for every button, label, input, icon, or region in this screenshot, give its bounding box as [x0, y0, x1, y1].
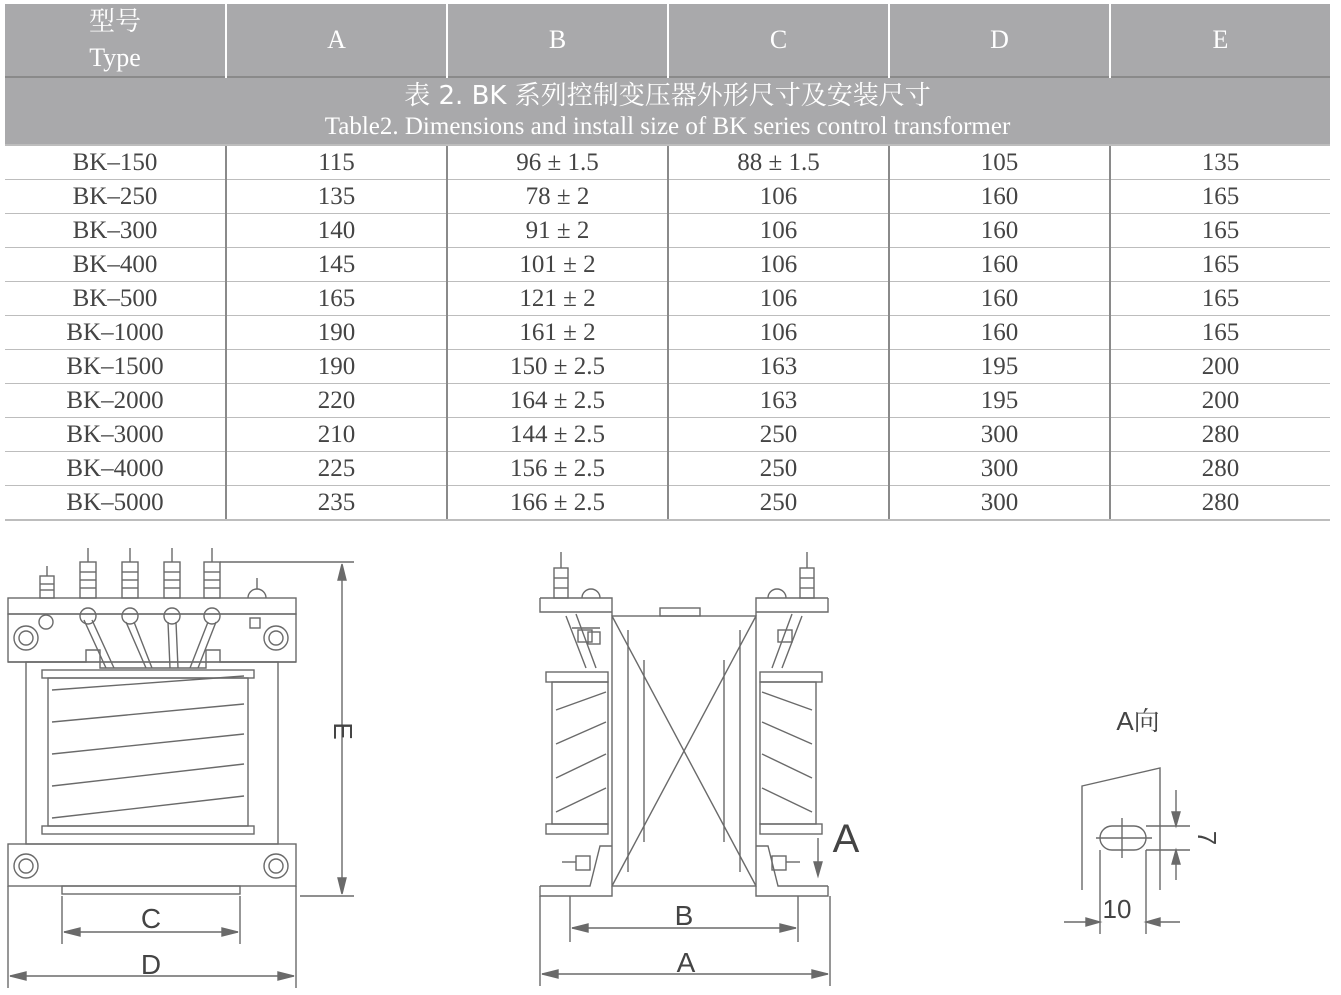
cell-value: 195: [889, 384, 1110, 418]
cell-value: 106: [668, 282, 889, 316]
detail-label-10: 10: [1102, 894, 1132, 924]
cell-type: BK–4000: [5, 452, 226, 486]
cell-value: 165: [226, 282, 447, 316]
cell-value: 160: [889, 282, 1110, 316]
cell-type: BK–250: [5, 180, 226, 214]
cell-value: 165: [1110, 214, 1330, 248]
cell-value: 160: [889, 316, 1110, 350]
cell-value: 106: [668, 214, 889, 248]
cell-value: 280: [1110, 486, 1330, 521]
cell-type: BK–500: [5, 282, 226, 316]
cell-value: 150 ± 2.5: [447, 350, 668, 384]
header-type-en: Type: [89, 43, 141, 72]
cell-value: 160: [889, 180, 1110, 214]
cell-value: 225: [226, 452, 447, 486]
cell-type: BK–3000: [5, 418, 226, 452]
cell-value: 160: [889, 248, 1110, 282]
header-col-b: B: [447, 4, 668, 77]
cell-value: 144 ± 2.5: [447, 418, 668, 452]
cell-value: 145: [226, 248, 447, 282]
cell-value: 250: [668, 418, 889, 452]
cell-type: BK–400: [5, 248, 226, 282]
cell-value: 235: [226, 486, 447, 521]
cell-type: BK–1000: [5, 316, 226, 350]
cell-value: 106: [668, 316, 889, 350]
cell-type: BK–5000: [5, 486, 226, 521]
cell-value: 280: [1110, 418, 1330, 452]
cell-value: 280: [1110, 452, 1330, 486]
cell-value: 220: [226, 384, 447, 418]
cell-value: 190: [226, 316, 447, 350]
cell-type: BK–150: [5, 145, 226, 180]
cell-value: 106: [668, 180, 889, 214]
cell-value: 160: [889, 214, 1110, 248]
cell-value: 156 ± 2.5: [447, 452, 668, 486]
header-col-d: D: [889, 4, 1110, 77]
cell-value: 101 ± 2: [447, 248, 668, 282]
cell-value: 300: [889, 418, 1110, 452]
cell-value: 105: [889, 145, 1110, 180]
cell-value: 200: [1110, 384, 1330, 418]
label-a: A: [676, 947, 696, 978]
cell-value: 300: [889, 486, 1110, 521]
cell-value: 88 ± 1.5: [668, 145, 889, 180]
cell-value: 250: [668, 452, 889, 486]
cell-value: 165: [1110, 282, 1330, 316]
header-type-cn: 型号: [88, 7, 141, 37]
header-col-c: C: [668, 4, 889, 77]
cell-type: BK–2000: [5, 384, 226, 418]
cell-type: BK–300: [5, 214, 226, 248]
cell-value: 165: [1110, 248, 1330, 282]
label-d: D: [140, 949, 162, 980]
header-col-a: A: [226, 4, 447, 77]
cell-value: 135: [1110, 145, 1330, 180]
cell-value: 96 ± 1.5: [447, 145, 668, 180]
cell-value: 78 ± 2: [447, 180, 668, 214]
table-title-en: Table2. Dimensions and install size of BK series control transformer: [324, 113, 1011, 140]
cell-value: 135: [226, 180, 447, 214]
detail-title: A向: [1116, 706, 1160, 736]
cell-value: 106: [668, 248, 889, 282]
cell-value: 190: [226, 350, 447, 384]
cell-value: 300: [889, 452, 1110, 486]
cell-value: 165: [1110, 316, 1330, 350]
cell-value: 115: [226, 145, 447, 180]
label-view-a: A: [832, 817, 860, 861]
label-c: C: [140, 903, 162, 934]
cell-value: 140: [226, 214, 447, 248]
cell-value: 163: [668, 384, 889, 418]
cell-value: 195: [889, 350, 1110, 384]
front-view-drawing: [8, 548, 354, 988]
cell-value: 164 ± 2.5: [447, 384, 668, 418]
cell-value: 161 ± 2: [447, 316, 668, 350]
cell-value: 121 ± 2: [447, 282, 668, 316]
table-title-cn: 表 2. BK 系列控制变压器外形尺寸及安装尺寸: [404, 81, 931, 111]
cell-value: 250: [668, 486, 889, 521]
detail-label-7: 7: [1192, 830, 1222, 846]
label-b: B: [674, 900, 694, 931]
cell-type: BK–1500: [5, 350, 226, 384]
cell-value: 165: [1110, 180, 1330, 214]
cell-value: 200: [1110, 350, 1330, 384]
cell-value: 210: [226, 418, 447, 452]
label-e: E: [328, 722, 358, 740]
cell-value: 163: [668, 350, 889, 384]
cell-value: 91 ± 2: [447, 214, 668, 248]
header-col-e: E: [1110, 4, 1330, 77]
cell-value: 166 ± 2.5: [447, 486, 668, 521]
